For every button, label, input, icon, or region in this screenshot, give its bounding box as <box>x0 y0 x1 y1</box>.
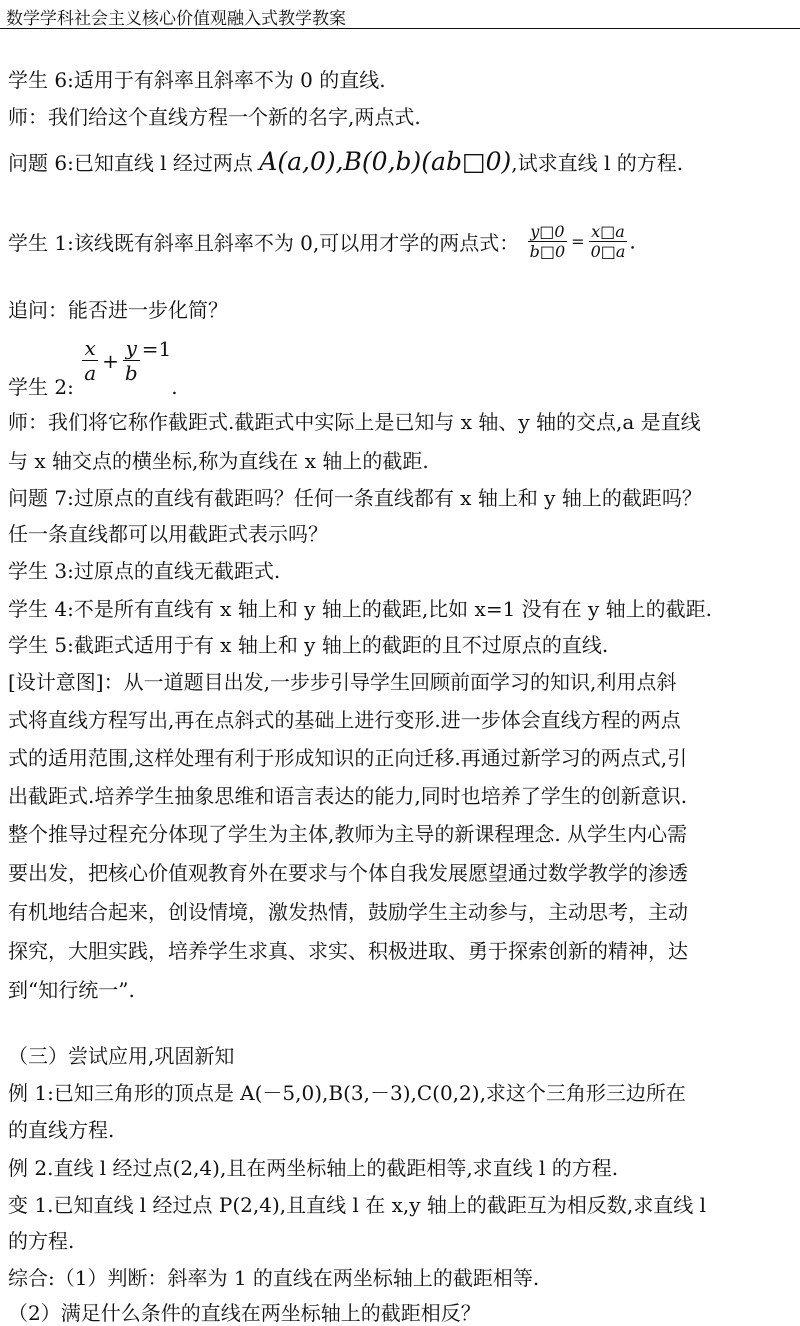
fraction-denominator: b□0 <box>529 242 566 262</box>
student-1-line <box>8 222 636 261</box>
design-intent-line: 有机地结合起来，创设情境，激发热情，鼓励学生主动参与，主动思考，主动 <box>8 900 688 924</box>
design-intent-line: 探究，大胆实践，培养学生求真、求实、积极进取、勇于探索创新的精神，达 <box>8 939 688 963</box>
student-2-line <box>8 336 178 400</box>
design-intent-line: 要出发，把核心价值观教育外在要求与个体自我发展愿望通过数学教学的渗透 <box>8 861 688 885</box>
text-line: 学生 5:截距式适用于有 x 轴上和 y 轴上的截距的且不过原点的直线. <box>8 633 609 657</box>
problem-6 <box>8 147 683 176</box>
text-line: 任一条直线都可以用截距式表示吗？ <box>8 522 328 546</box>
variant-1-line: 的方程. <box>8 1229 75 1253</box>
text-line: 师：我们将它称作截距式.截距式中实际上是已知与 x 轴、y 轴的交点,a 是直线 <box>8 410 701 434</box>
section-heading: （三）尝试应用,巩固新知 <box>8 1044 235 1068</box>
student-2-prefix: 学生 2: <box>8 375 74 399</box>
fraction-numerator: x <box>82 336 98 361</box>
example-1-line: 的直线方程. <box>8 1118 115 1142</box>
design-intent-line: 出截距式.培养学生抽象思维和语言表达的能力,同时也培养了学生的创新意识. <box>8 784 688 808</box>
two-point-fraction-y <box>528 222 568 261</box>
problem-6-formula: A(a,0),B(0,b)(ab□0) <box>259 147 512 176</box>
synthesis-line: （2）满足什么条件的直线在两坐标轴上的截距相反？ <box>8 1301 481 1325</box>
synthesis-line: 综合:（1）判断：斜率为 1 的直线在两坐标轴上的截距相等. <box>8 1266 540 1290</box>
period: . <box>629 229 636 254</box>
student-1-prefix: 学生 1:该线既有斜率且斜率不为 0,可以用才学的两点式： <box>8 231 520 256</box>
fraction-denominator: a <box>84 361 97 385</box>
intercept-fraction-y <box>123 336 140 385</box>
fraction-denominator: b <box>124 361 138 385</box>
problem-6-suffix: ,试求直线 l 的方程. <box>511 151 684 175</box>
header-rule <box>0 28 800 29</box>
fraction-numerator: x□a <box>589 222 628 242</box>
plus-sign: + <box>102 348 119 373</box>
intercept-fraction-x <box>82 336 98 385</box>
two-point-fraction-x <box>589 222 628 261</box>
equals-sign: = <box>571 232 585 252</box>
text-line: 问题 7:过原点的直线有截距吗？任何一条直线都有 x 轴上和 y 轴上的截距吗？ <box>8 486 702 510</box>
design-intent-line: 式将直线方程写出,再在点斜式的基础上进行变形.进一步体会直线方程的两点 <box>8 708 681 732</box>
text-line: 师：我们给这个直线方程一个新的名字,两点式. <box>8 105 421 129</box>
period: . <box>171 375 178 399</box>
example-2-line: 例 2.直线 l 经过点(2,4),且在两坐标轴上的截距相等,求直线 l 的方程. <box>8 1156 619 1180</box>
text-line: 学生 6:适用于有斜率且斜率不为 0 的直线. <box>8 68 386 92</box>
document-header: 数学学科社会主义核心价值观融入式教学教案 <box>6 9 346 29</box>
text-line: 与 x 轴交点的横坐标,称为直线在 x 轴上的截距. <box>8 449 429 473</box>
text-line: 学生 3:过原点的直线无截距式. <box>8 559 281 583</box>
fraction-numerator: y <box>123 336 140 361</box>
fraction-denominator: 0□a <box>590 242 626 262</box>
variant-1-line: 变 1.已知直线 l 经过点 P(2,4),且直线 l 在 x,y 轴上的截距互为相反数,求直线 l <box>8 1193 707 1217</box>
design-intent-line: [设计意图]：从一道题目出发,一步步引导学生回顾前面学习的知识,利用点斜 <box>8 670 677 694</box>
fraction-numerator: y□0 <box>528 222 568 242</box>
design-intent-line: 整个推导过程充分体现了学生为主体,教师为主导的新课程理念. 从学生内心需 <box>8 822 688 846</box>
text-line: 追问：能否进一步化简？ <box>8 298 228 322</box>
problem-6-prefix: 问题 6:已知直线 l 经过两点 <box>8 151 260 175</box>
example-1-line: 例 1:已知三角形的顶点是 A(－5,0),B(3,－3),C(0,2),求这个三角形三边所在 <box>8 1081 686 1105</box>
design-intent-line: 式的适用范围,这样处理有利于形成知识的正向迁移.再通过新学习的两点式,引 <box>8 746 688 770</box>
design-intent-line: 到“知行统一”. <box>8 978 135 1002</box>
text-line: 学生 4:不是所有直线有 x 轴上和 y 轴上的截距,比如 x=1 没有在 y 轴上的截距. <box>8 597 713 621</box>
equation-rhs: =1 <box>141 337 172 361</box>
